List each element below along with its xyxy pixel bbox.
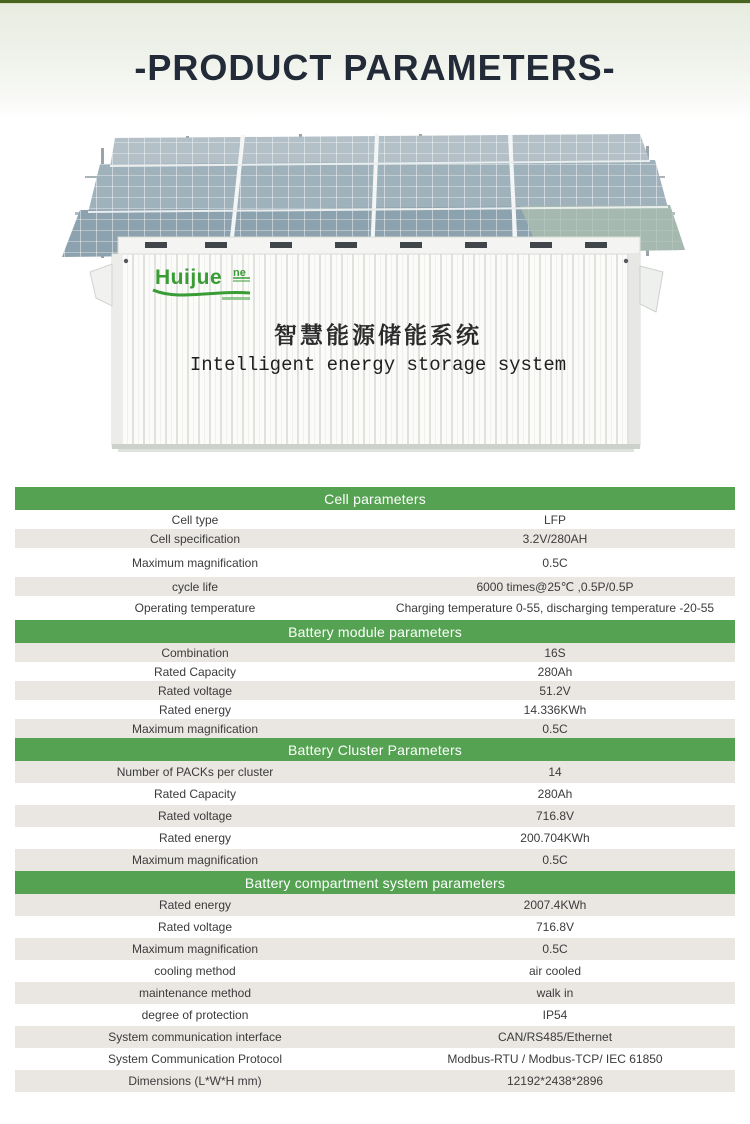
param-value: LFP	[543, 512, 566, 527]
section-header: Battery module parameters	[15, 620, 735, 643]
param-label: Rated voltage	[157, 683, 233, 698]
param-label: cooling method	[154, 964, 236, 978]
param-label: Number of PACKs per cluster	[116, 765, 274, 779]
param-label: maintenance method	[138, 986, 252, 1000]
left-awning-flap	[90, 264, 112, 306]
param-label: Rated voltage	[157, 920, 233, 934]
param-value: 2007.4KWh	[523, 898, 587, 912]
param-value: 16S	[544, 645, 566, 660]
table-row	[15, 938, 735, 960]
param-value: 51.2V	[539, 683, 571, 698]
param-value: 0.5C	[542, 555, 568, 570]
param-label: Maximum magnification	[131, 853, 259, 867]
table-row	[15, 681, 735, 700]
table-row	[15, 982, 735, 1004]
param-value: IP54	[542, 1008, 568, 1022]
param-label: Cell type	[171, 512, 219, 527]
param-value: 716.8V	[535, 920, 575, 934]
param-value: CAN/RS485/Ethernet	[497, 1030, 613, 1044]
table-row	[15, 1048, 735, 1070]
param-value: 12192*2438*2896	[506, 1074, 604, 1088]
table-row	[15, 1070, 735, 1092]
brand-logo-text: Huijue	[155, 266, 223, 289]
table-row	[15, 894, 735, 916]
param-value: 6000 times@25℃ ,0.5P/0.5P	[476, 579, 634, 594]
param-value: 280Ah	[537, 664, 573, 679]
page-title: -PRODUCT PARAMETERS-	[134, 47, 616, 88]
param-label: cycle life	[171, 579, 218, 594]
param-label: System Communication Protocol	[107, 1052, 283, 1066]
energy-storage-container-illustration	[0, 120, 750, 470]
param-value: 716.8V	[535, 809, 575, 823]
param-value: 14.336KWh	[523, 702, 587, 717]
param-label: Rated Capacity	[153, 787, 237, 801]
param-label: Rated energy	[158, 702, 232, 717]
param-value: Modbus-RTU / Modbus-TCP/ IEC 61850	[447, 1052, 663, 1066]
right-awning-flap	[640, 266, 663, 312]
table-row	[15, 643, 735, 662]
param-label: Rated energy	[158, 898, 232, 912]
param-label: Cell specification	[149, 531, 241, 546]
param-value: 280Ah	[537, 787, 573, 801]
table-row	[15, 827, 735, 849]
param-label: Maximum magnification	[131, 721, 259, 736]
parameter-tables	[15, 487, 735, 1092]
param-value: 3.2V/280AH	[522, 531, 588, 546]
param-section	[15, 871, 735, 1092]
param-label: Maximum magnification	[131, 555, 259, 570]
param-label: Combination	[161, 645, 229, 660]
table-row	[15, 596, 735, 620]
param-value: 0.5C	[542, 942, 568, 956]
title-band	[0, 4, 750, 120]
param-value: 0.5C	[542, 721, 568, 736]
table-row	[15, 805, 735, 827]
product-photo	[0, 120, 750, 470]
table-row	[15, 783, 735, 805]
table-row	[15, 700, 735, 719]
table-row	[15, 662, 735, 681]
param-value: Charging temperature 0-55, discharging temperature -20-55	[395, 601, 715, 615]
section-header: Battery compartment system parameters	[15, 871, 735, 894]
table-row	[15, 761, 735, 783]
container-title-chinese: 智慧能源储能系统	[274, 323, 482, 349]
param-value: walk in	[536, 986, 574, 1000]
param-label: degree of protection	[141, 1008, 249, 1022]
param-label: System communication interface	[108, 1030, 282, 1044]
table-row	[15, 529, 735, 548]
param-section	[15, 487, 735, 620]
table-row	[15, 548, 735, 577]
container-title-english: Intelligent energy storage system	[189, 354, 567, 376]
table-row	[15, 1004, 735, 1026]
table-row	[15, 1026, 735, 1048]
param-label: Rated Capacity	[153, 664, 237, 679]
param-section	[15, 620, 735, 738]
table-row	[15, 916, 735, 938]
param-value: 0.5C	[542, 853, 568, 867]
param-label: Maximum magnification	[131, 942, 259, 956]
table-row	[15, 577, 735, 596]
table-row	[15, 510, 735, 529]
param-label: Rated voltage	[157, 809, 233, 823]
section-header: Cell parameters	[15, 487, 735, 510]
param-value: air cooled	[528, 964, 582, 978]
brand-logo-superscript: ne	[233, 267, 246, 279]
param-value: 14	[548, 765, 562, 779]
table-row	[15, 849, 735, 871]
table-row	[15, 960, 735, 982]
param-label: Dimensions (L*W*H mm)	[128, 1074, 262, 1088]
param-value: 200.704KWh	[520, 831, 590, 845]
param-label: Operating temperature	[134, 601, 256, 615]
section-header: Battery Cluster Parameters	[15, 738, 735, 761]
param-section	[15, 738, 735, 871]
table-row	[15, 719, 735, 738]
param-label: Rated energy	[158, 831, 232, 845]
